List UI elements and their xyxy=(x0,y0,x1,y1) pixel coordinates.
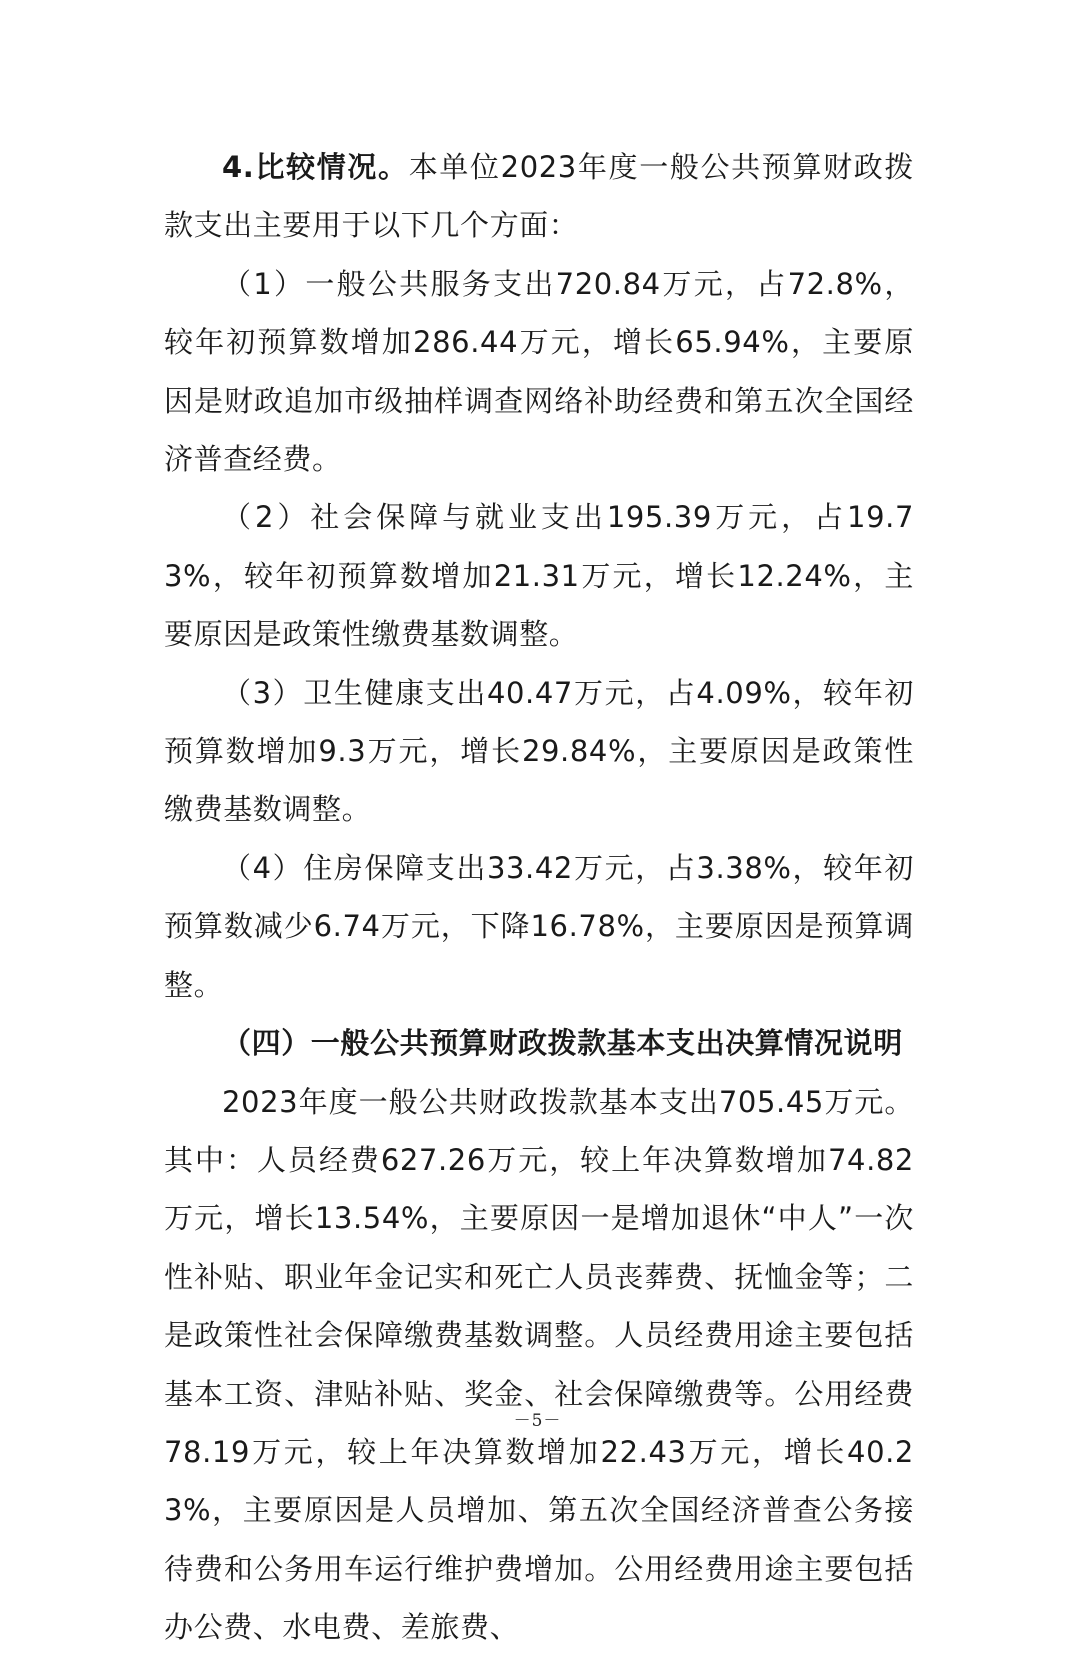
paragraph-text: 本单位2023年度一般公共预算财政拨款支出主要用于以下几个方面： xyxy=(164,150,914,243)
section-heading-text: （四）一般公共预算财政拨款基本支出决算情况说明 xyxy=(222,1026,903,1061)
paragraph-text: （2）社会保障与就业支出195.39万元，占19.73%，较年初预算数增加21.31万元，增长12.24%，主要原因是政策性缴费基数调整。 xyxy=(164,500,914,652)
paragraph-text: （1）一般公共服务支出720.84万元，占72.8%，较年初预算数增加286.44万元，增长65.94%，主要原因是财政追加市级抽样调查网络补助经费和第五次全国经济普查经费。 xyxy=(164,266,914,477)
section-heading-basic-expenditure xyxy=(164,1014,914,1072)
paragraph-social-security xyxy=(164,488,914,663)
paragraph-comparison-intro xyxy=(164,138,914,255)
section-lead-comparison: 4.比较情况。 xyxy=(222,150,409,184)
paragraph-health xyxy=(164,664,914,839)
page-number: －5－ xyxy=(513,1411,562,1431)
paragraph-text: （3）卫生健康支出40.47万元，占4.09%，较年初预算数增加9.3万元，增长29.84%，主要原因是政策性缴费基数调整。 xyxy=(164,675,914,827)
paragraph-housing xyxy=(164,839,914,1014)
paragraph-basic-expenditure xyxy=(164,1073,914,1657)
paragraph-text: （4）住房保障支出33.42万元，占3.38%，较年初预算数减少6.74万元，下降16.78%，主要原因是预算调整。 xyxy=(164,850,914,1002)
paragraph-general-public-services xyxy=(164,255,914,489)
paragraph-text: 2023年度一般公共财政拨款基本支出705.45万元。其中：人员经费627.26万元，较上年决算数增加74.82万元，增长13.54%，主要原因一是增加退休“中人”一次性补贴、职业年金记实和死亡人员丧葬费、抚恤金等；二是政策性社会保障缴费基数调整。人员经费用途主要包括基本工资、津贴补贴、奖金、社会保障缴费等。公用经费78.19万元，较上年决算数增加22.43万元，增长40.23%，主要原因是人员增加、第五次全国经济普查公务接待费和公务用车运行维护费增加。公用经费用途主要包括办公费、水电费、差旅费、 xyxy=(164,1084,914,1645)
